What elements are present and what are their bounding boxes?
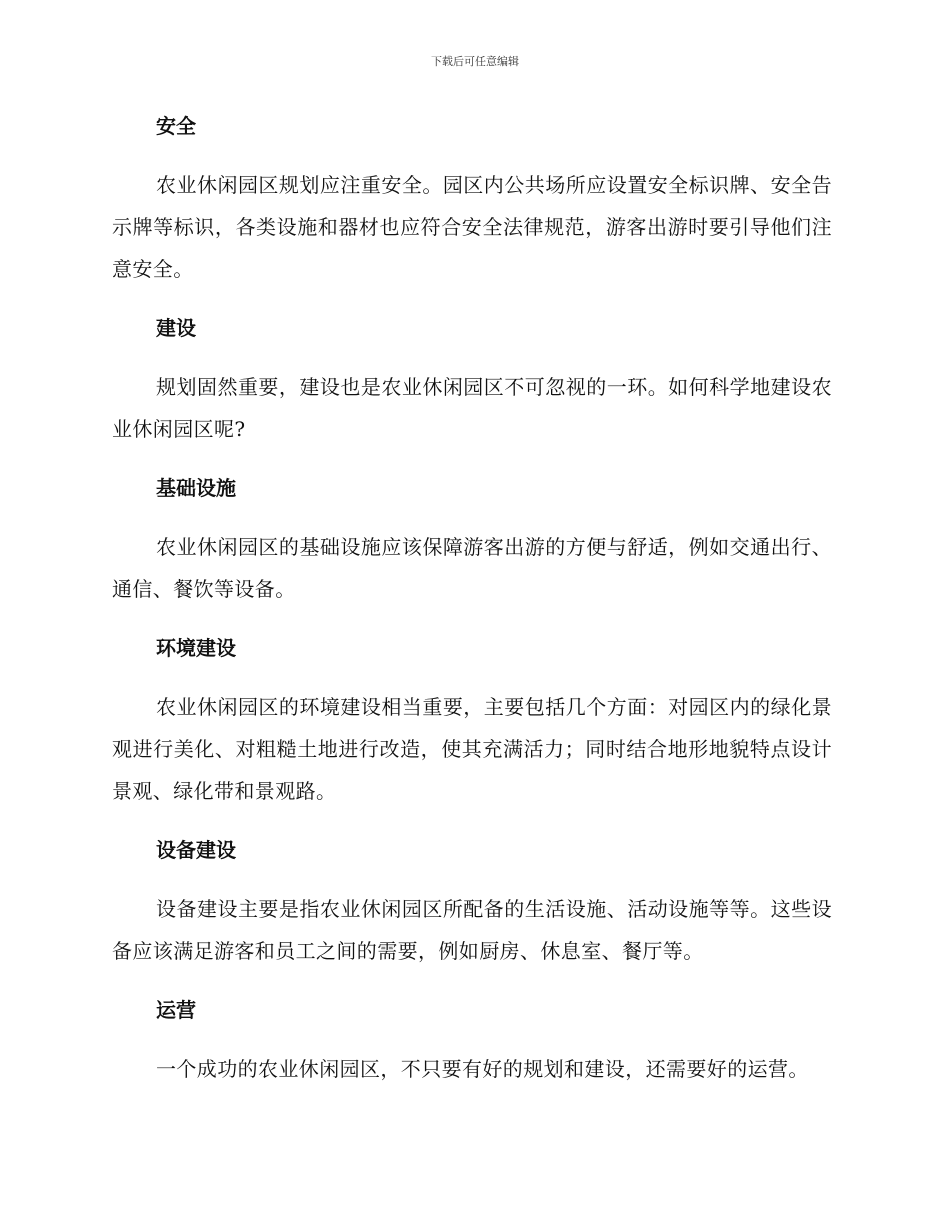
- document-body: [112, 110, 832, 1090]
- section-heading-equipment: 设备建设: [156, 838, 236, 862]
- section-paragraph-infrastructure: 农业休闲园区的基础设施应该保障游客出游的方便与舒适，例如交通出行、通信、餐饮等设备。: [112, 535, 832, 601]
- section-paragraph-environment: 农业休闲园区的环境建设相当重要，主要包括几个方面：对园区内的绿化景观进行美化、对粗糙土地进行改造，使其充满活力；同时结合地形地貌特点设计景观、绿化带和景观路。: [112, 695, 832, 803]
- section-paragraph-construction: 规划固然重要，建设也是农业休闲园区不可忽视的一环。如何科学地建设农业休闲园区呢?: [112, 375, 832, 441]
- section-heading-environment: 环境建设: [156, 636, 236, 660]
- section-paragraph-safety: 农业休闲园区规划应注重安全。园区内公共场所应设置安全标识牌、安全告示牌等标识，各类设施和器材也应符合安全法律规范，游客出游时要引导他们注意安全。: [112, 173, 832, 281]
- section-paragraph-equipment: 设备建设主要是指农业休闲园区所配备的生活设施、活动设施等等。这些设备应该满足游客和员工之间的需要，例如厨房、休息室、餐厅等。: [112, 897, 832, 963]
- page-header: 下载后可任意编辑: [431, 55, 519, 68]
- section-heading-infrastructure: 基础设施: [156, 476, 236, 500]
- section-paragraph-operation: 一个成功的农业休闲园区，不只要有好的规划和建设，还需要好的运营。: [156, 1057, 809, 1081]
- section-heading-construction: 建设: [156, 316, 196, 340]
- section-heading-operation: 运营: [156, 998, 196, 1022]
- section-heading-safety: 安全: [156, 114, 196, 138]
